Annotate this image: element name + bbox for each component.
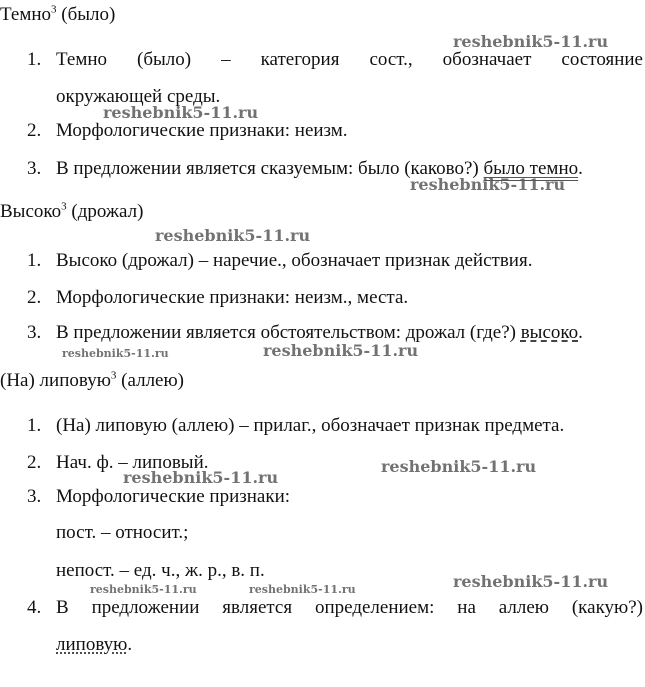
watermark: reshebnik5-11.ru — [90, 583, 197, 596]
item-number: 1. — [27, 415, 42, 436]
item-number: 1. — [27, 49, 42, 70]
item-number: 2. — [27, 287, 42, 308]
watermark: reshebnik5-11.ru — [249, 583, 356, 596]
watermark: reshebnik5-11.ru — [263, 341, 419, 360]
item-text: (На) липовую (аллею) – прилаг., обозначает признак предмета. — [56, 415, 565, 436]
item-number: 3. — [27, 158, 42, 179]
sub-item-text: пост. – относит.; — [56, 522, 189, 543]
watermark: reshebnik5-11.ru — [123, 468, 279, 487]
heading-vysoko: Высоко$^3$ (дрожал) — [0, 200, 144, 222]
item-number: 3. — [27, 322, 42, 343]
item-text-line: липовую. — [56, 634, 133, 655]
item-text-line: окружающей среды. — [56, 86, 221, 107]
watermark: reshebnik5-11.ru — [103, 103, 259, 122]
item-text: Высоко (дрожал) – наречие., обозначает признак действия. — [56, 250, 533, 271]
watermark: reshebnik5-11.ru — [62, 347, 169, 360]
watermark: reshebnik5-11.ru — [453, 572, 609, 591]
underlined-attribute: липовую — [56, 634, 128, 655]
underlined-adverbial: высоко — [520, 322, 579, 343]
watermark: reshebnik5-11.ru — [155, 226, 311, 245]
item-text: Морфологические признаки: — [56, 486, 291, 507]
item-number: 3. — [27, 486, 42, 507]
underlined-predicate: было темно — [483, 158, 579, 179]
watermark: reshebnik5-11.ru — [453, 32, 609, 51]
watermark: reshebnik5-11.ru — [410, 175, 566, 194]
item-number: 4. — [27, 597, 42, 618]
item-text: Морфологические признаки: неизм. — [56, 120, 348, 141]
item-text: Морфологические признаки: неизм., места. — [56, 287, 409, 308]
item-number: 1. — [27, 250, 42, 271]
sub-item-text: непост. – ед. ч., ж. р., в. п. — [56, 560, 265, 581]
heading-temno: Темно$^3$ (было) — [0, 3, 116, 25]
item-text: В предложении является сказуемым: было (каково?) было темно. — [56, 158, 583, 179]
item-number: 2. — [27, 120, 42, 141]
item-text-line: В предложении является определением: на аллею (какую?) — [56, 597, 643, 618]
item-text: Нач. ф. – липовый. — [56, 452, 209, 473]
item-number: 2. — [27, 452, 42, 473]
heading-lipovuyu: (На) липовую$^3$ (аллею) — [0, 369, 185, 391]
watermark: reshebnik5-11.ru — [381, 457, 537, 476]
item-text: В предложении является обстоятельством: дрожал (где?) высоко. — [56, 322, 583, 343]
item-text-line: Темно (было) – категория сост., обозначает состояние — [56, 49, 643, 70]
